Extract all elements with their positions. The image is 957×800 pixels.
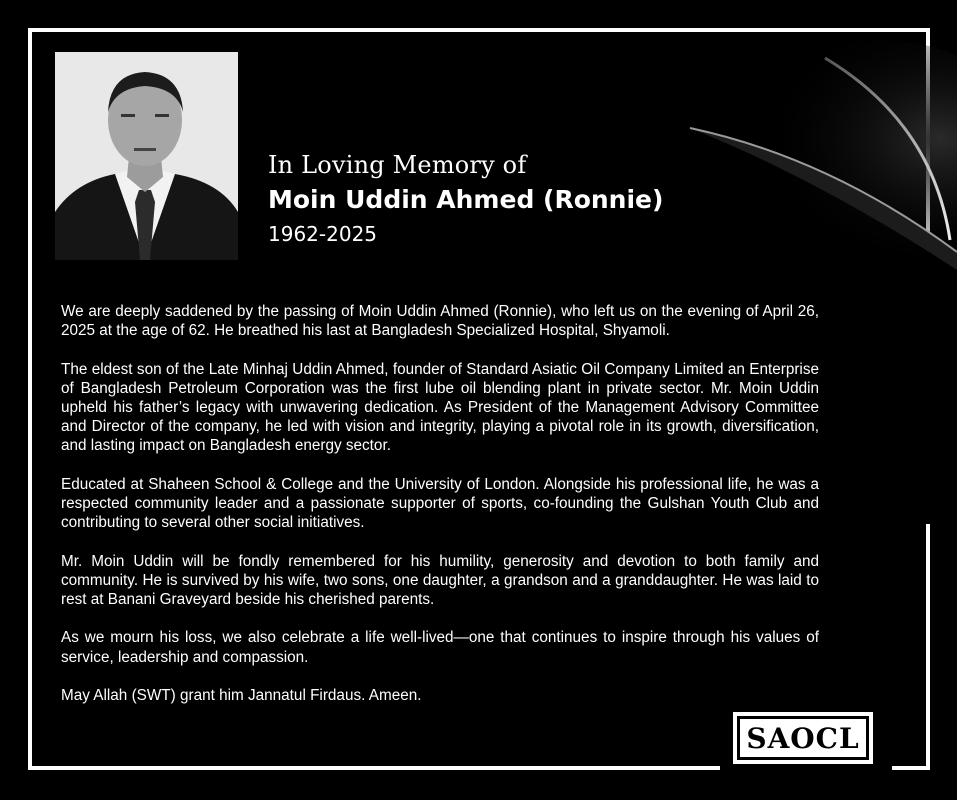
obituary-paragraph: The eldest son of the Late Minhaj Uddin Ahmed, founder of Standard Asiatic Oil Company Limited an Enterprise of Bangladesh Petroleum Corporation was the first lube oil blending plant in private sector. Mr. Moin Uddin upheld his father’s legacy with unwavering dedication. As President of the Management Advisory Committee and Director of the company, he led with vision and integrity, playing a pivotal role in its growth, diversification, and lasting impact on Bangladesh energy sector. <box>61 360 819 455</box>
frame-border-left <box>28 28 32 770</box>
life-years: 1962-2025 <box>268 222 378 246</box>
frame-border-bottom-right <box>892 766 930 770</box>
obituary-paragraph: We are deeply saddened by the passing of Moin Uddin Ahmed (Ronnie), who left us on the evening of April 26, 2025 at the age of 62. He breathed his last at Bangladesh Specialized Hospital, Shyamoli. <box>61 303 819 340</box>
obituary-paragraph: Educated at Shaheen School & College and the University of London. Alongside his professional life, he was a respected community leader and a passionate supporter of sports, co-founding the Gulshan Youth Club and contributing to several other social initiatives. <box>61 475 819 532</box>
memorial-heading <box>268 150 663 248</box>
deceased-name: Moin Uddin Ahmed (Ronnie) <box>268 185 664 214</box>
saocl-logo-text: SAOCL <box>740 719 866 757</box>
obituary-paragraph: As we mourn his loss, we also celebrate a life well-lived—one that continues to inspire through his values of service, leadership and compassion. <box>61 629 819 666</box>
obituary-paragraph: May Allah (SWT) grant him Jannatul Firdaus. Ameen. <box>61 686 422 704</box>
obituary-body <box>61 302 819 724</box>
frame-border-right-lower <box>926 524 930 770</box>
in-loving-memory-text: In Loving Memory of <box>268 151 527 179</box>
frame-border-bottom-left <box>28 766 720 770</box>
frame-border-top <box>28 28 930 32</box>
decorative-swoosh <box>660 40 957 270</box>
obituary-paragraph: Mr. Moin Uddin will be fondly remembered for his humility, generosity and devotion to both family and community. He is survived by his wife, two sons, one daughter, a grandson and a granddaughter. He was laid to rest at Banani Graveyard beside his cherished parents. <box>61 552 819 608</box>
saocl-logo <box>733 712 873 764</box>
portrait-photo <box>55 52 238 260</box>
